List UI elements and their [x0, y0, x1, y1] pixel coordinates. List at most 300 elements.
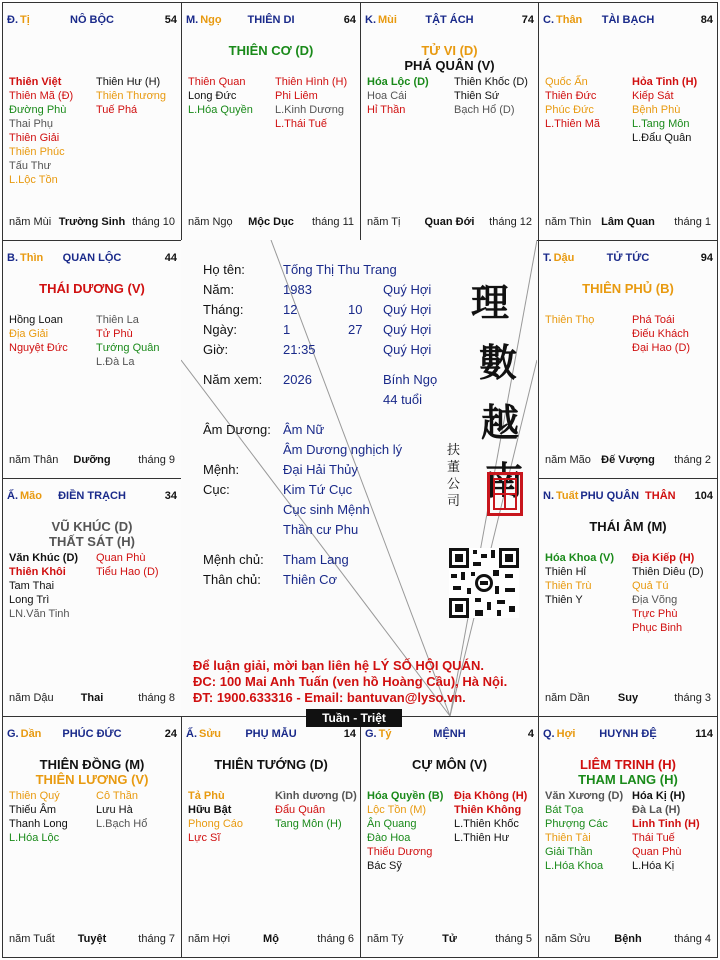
palace-suu — [181, 716, 361, 958]
palace-header — [543, 490, 713, 504]
minor-star: L.Hóa Quyền — [188, 104, 253, 116]
minor-star: Hồng Loan — [9, 314, 63, 326]
minor-stars-right — [96, 313, 160, 369]
label-nam: Năm: — [203, 282, 235, 297]
minor-star: L.Thiên Hư — [454, 832, 510, 844]
calligraphy-char-1: 理 — [471, 280, 510, 325]
minor-star: Hỏa Tinh (H) — [632, 76, 698, 88]
palace-ty — [360, 716, 539, 958]
palace-month: tháng 9 — [138, 454, 175, 466]
minor-star: Lộc Tồn (M) — [367, 804, 427, 816]
label-am-duong: Âm Dương: — [203, 422, 271, 437]
minor-star: Cô Thần — [96, 790, 138, 802]
palace-footer — [188, 216, 354, 230]
minor-star: Địa Giải — [9, 328, 49, 340]
minor-star: Văn Xương (D) — [545, 790, 624, 802]
palace-can: M. — [186, 14, 199, 26]
palace-header — [7, 252, 177, 266]
minor-star: Hoa Cái — [367, 90, 407, 102]
minor-star: Bát Tọa — [545, 804, 584, 816]
palace-stage: Thai — [80, 692, 104, 704]
red-seal-stamp — [487, 472, 523, 516]
palace-age: 34 — [164, 490, 177, 502]
minor-stars-right — [454, 789, 527, 845]
palace-name — [186, 14, 356, 26]
palace-ngo — [181, 2, 361, 241]
minor-star: Tướng Quân — [96, 342, 160, 354]
palace-age: 44 — [164, 252, 177, 264]
palace-month: tháng 5 — [495, 933, 532, 945]
minor-stars-left — [545, 789, 623, 873]
palace-month: tháng 2 — [674, 454, 711, 466]
minor-star: Phi Liêm — [275, 90, 318, 102]
value-am-duong-2: Âm Dương nghịch lý — [283, 442, 403, 457]
minor-stars-right — [96, 789, 147, 831]
minor-star: L.Tang Môn — [632, 118, 690, 130]
minor-stars-right — [275, 75, 347, 131]
palace-stage: Tử — [442, 933, 457, 945]
than-marker: THÂN — [645, 490, 676, 502]
minor-star: Thiếu Âm — [9, 804, 57, 816]
minor-star: Ân Quang — [367, 818, 417, 830]
small-seal-text — [447, 442, 461, 510]
minor-star: Quan Phù — [632, 846, 682, 858]
calligraphy-char-2: 數 — [479, 340, 518, 385]
minor-star: L.Đà La — [96, 356, 135, 368]
minor-star: Lực Sĩ — [188, 832, 221, 844]
palace-month: tháng 12 — [489, 216, 532, 228]
main-star: THÁI ÂM (M) — [589, 519, 667, 534]
value-gio: 21:35 — [283, 342, 316, 357]
palace-month: tháng 1 — [674, 216, 711, 228]
palace-can: K. — [365, 14, 376, 26]
value-cuc-3: Thần cư Phu — [283, 522, 359, 537]
palace-dan — [2, 716, 182, 958]
value-nam-xem: 2026 — [283, 372, 312, 387]
palace-can: Ấ. — [186, 728, 197, 740]
palace-chi: Tuất — [556, 490, 579, 502]
minor-stars-left — [9, 75, 73, 187]
minor-star: Thiên Tài — [545, 832, 591, 844]
palace-age: 114 — [695, 728, 713, 740]
minor-star: Long Đức — [188, 90, 237, 102]
main-star: THIÊN ĐỒNG (M) — [39, 757, 145, 772]
palace-name-text: PHU QUÂN — [580, 490, 640, 502]
minor-stars-right — [632, 313, 690, 355]
minor-star: Thiên Hình (H) — [275, 76, 348, 88]
minor-star: Thiên Không — [454, 804, 522, 816]
palace-name — [7, 252, 177, 264]
minor-star: Tử Phù — [96, 328, 133, 340]
minor-star: Thiên Khôi — [9, 566, 66, 578]
calligraphy-char-3: 越 — [481, 400, 520, 445]
minor-star: Thiên Diêu (D) — [632, 566, 704, 578]
minor-star: Thiên Khốc (D) — [454, 76, 528, 88]
palace-than — [538, 2, 718, 241]
palace-chi: Thìn — [20, 252, 44, 264]
minor-stars-right — [632, 551, 704, 635]
palace-name — [365, 14, 534, 26]
value-ngay-al: 27 — [348, 322, 363, 337]
minor-star: Thiên Hỉ — [545, 566, 586, 578]
palace-name-text: ĐIỀN TRẠCH — [58, 490, 126, 502]
calligraphy-char-4: 南 — [485, 458, 524, 503]
minor-star: L.Đẩu Quân — [632, 132, 692, 144]
minor-star: Hóa Kị (H) — [632, 790, 686, 802]
main-star: THIÊN TƯỚNG (D) — [214, 757, 328, 772]
palace-can: C. — [543, 14, 554, 26]
minor-star: Lưu Hà — [96, 804, 133, 816]
palace-name-text: PHỤ MẪU — [245, 728, 297, 740]
palace-footer — [9, 692, 175, 706]
label-gio: Giờ: — [203, 342, 229, 357]
palace-age: 14 — [343, 728, 356, 740]
minor-star: Điếu Khách — [632, 328, 689, 340]
minor-star: Phúc Đức — [545, 104, 594, 116]
label-ho-ten: Họ tên: — [203, 262, 245, 277]
main-star: PHÁ QUÂN (V) — [404, 58, 495, 73]
palace-name — [7, 728, 177, 740]
palace-month: tháng 8 — [138, 692, 175, 704]
minor-star: Phượng Các — [545, 818, 608, 830]
contact-line-2: ĐC: 100 Mai Anh Tuấn (ven hồ Hoàng Cầu), Hà Nội. — [193, 674, 508, 689]
palace-age: 94 — [700, 252, 713, 264]
minor-stars-left — [367, 789, 443, 873]
minor-star: Trực Phù — [632, 608, 678, 620]
palace-stage: Tuyệt — [77, 933, 107, 945]
tuan-triet-label: Tuần - Triệt — [306, 709, 402, 727]
palace-name — [543, 14, 713, 26]
value-thang-dl: 12 — [283, 302, 298, 317]
value-menh: Đại Hải Thủy — [283, 462, 358, 477]
minor-star: Thai Phụ — [9, 118, 54, 130]
palace-footer — [545, 454, 711, 468]
palace-mui — [360, 2, 539, 241]
palace-stage: Bệnh — [614, 933, 642, 945]
minor-stars-left — [188, 789, 243, 845]
minor-star: Đẩu Quân — [275, 804, 326, 816]
palace-year: năm Tý — [367, 933, 404, 945]
palace-header — [7, 728, 177, 742]
palace-name-text: MỆNH — [433, 728, 466, 740]
palace-name — [365, 728, 534, 740]
minor-star: Phong Cáo — [188, 818, 244, 830]
minor-star: Tuế Phá — [96, 104, 138, 116]
value-ho-ten: Tống Thị Thu Trang — [283, 262, 397, 277]
minor-star: Thiên Quý — [9, 790, 60, 802]
palace-stage: Dưỡng — [73, 454, 111, 466]
palace-age: 84 — [700, 14, 713, 26]
palace-footer — [545, 216, 711, 230]
minor-star: Tấu Thư — [9, 160, 52, 172]
value-tuoi: 44 tuổi — [383, 392, 423, 407]
value-thang-al: 10 — [348, 302, 363, 317]
palace-header — [186, 14, 356, 28]
minor-star: Thiên Thương — [96, 90, 167, 102]
minor-star: L.Kinh Dương — [275, 104, 345, 116]
palace-year: năm Thìn — [545, 216, 592, 228]
palace-stage: Lâm Quan — [601, 216, 655, 228]
palace-stage: Đế Vượng — [601, 454, 655, 466]
palace-year: năm Dần — [545, 692, 590, 704]
palace-chi: Dậu — [553, 252, 575, 264]
palace-age: 64 — [343, 14, 356, 26]
minor-star: L.Hóa Khoa — [545, 860, 604, 872]
minor-star: Kiếp Sát — [632, 90, 674, 102]
label-menh-chu: Mệnh chủ: — [203, 552, 264, 567]
label-than-chu: Thân chủ: — [203, 572, 261, 587]
main-star: LIÊM TRINH (H) — [579, 757, 677, 772]
minor-star: L.Thái Tuế — [275, 118, 327, 130]
palace-name-text: THIÊN DI — [247, 14, 295, 26]
palace-year: năm Hợi — [188, 933, 231, 945]
palace-year: năm Tuất — [9, 933, 55, 945]
palace-name-text: TÀI BẠCH — [601, 14, 655, 26]
palace-tuat — [538, 478, 718, 717]
minor-star: Quốc Ấn — [545, 76, 588, 88]
value-gio-canchi: Quý Hợi — [383, 342, 432, 357]
main-star: VŨ KHÚC (D) — [51, 519, 133, 534]
minor-star: Quả Tú — [632, 580, 669, 592]
palace-name-text: NÔ BỘC — [70, 14, 114, 26]
palace-month: tháng 7 — [138, 933, 175, 945]
minor-stars-left — [9, 789, 68, 845]
minor-star: Thiên La — [96, 314, 139, 326]
palace-name — [543, 490, 713, 502]
palace-year: năm Dậu — [9, 692, 54, 704]
main-star: THÁI DƯƠNG (V) — [39, 281, 145, 296]
palace-name — [7, 490, 177, 502]
main-star: THAM LANG (H) — [578, 772, 678, 787]
palace-month: tháng 3 — [674, 692, 711, 704]
palace-chi: Sửu — [199, 728, 222, 740]
minor-star: Hóa Khoa (V) — [545, 552, 615, 564]
minor-star: Đại Hao (D) — [632, 342, 691, 354]
main-star: THIÊN CƠ (D) — [228, 43, 314, 58]
minor-star: Địa Kiếp (H) — [632, 552, 695, 564]
palace-name-text: QUAN LỘC — [62, 252, 122, 264]
value-cuc: Kim Tứ Cục — [283, 482, 353, 497]
minor-star: Thiên Việt — [9, 76, 62, 88]
minor-star: Kình dương (D) — [275, 790, 357, 802]
palace-stage: Trường Sinh — [58, 216, 126, 228]
palace-age: 104 — [694, 490, 713, 502]
main-star: TỬ VI (D) — [421, 43, 478, 58]
minor-star: Bệnh Phù — [632, 104, 681, 116]
minor-star: Thiên Trù — [545, 580, 592, 592]
minor-stars-right — [632, 789, 700, 873]
minor-star: Thiên Hư (H) — [96, 76, 161, 88]
seal-char-3: 公 — [447, 477, 461, 492]
seal-char-4: 司 — [447, 494, 461, 509]
minor-stars-left — [9, 313, 68, 355]
minor-star: Quan Phù — [96, 552, 146, 564]
palace-stage: Suy — [617, 692, 639, 704]
minor-star: Thiên Y — [545, 594, 583, 606]
palace-dau — [538, 240, 718, 479]
palace-stage: Quan Đới — [424, 216, 475, 228]
minor-star: Hỉ Thần — [367, 104, 406, 116]
minor-star: Văn Khúc (D) — [9, 552, 79, 564]
palace-header — [7, 490, 177, 504]
label-menh: Mệnh: — [203, 462, 240, 477]
minor-stars-right — [275, 789, 357, 831]
palace-footer — [545, 933, 711, 947]
palace-chi: Hợi — [556, 728, 576, 740]
value-thang-canchi: Quý Hợi — [383, 302, 432, 317]
value-menh-chu: Tham Lang — [283, 552, 349, 567]
minor-star: LN.Văn Tinh — [9, 608, 70, 620]
qr-code-icon — [449, 548, 519, 618]
palace-chi: Thân — [556, 14, 583, 26]
minor-star: Thanh Long — [9, 818, 68, 830]
palace-name — [7, 14, 177, 26]
palace-chi: Tý — [378, 728, 392, 740]
palace-chi: Mùi — [378, 14, 397, 26]
contact-line-3: ĐT: 1900.633316 - Email: bantuvan@lyso.vn. — [193, 690, 466, 705]
minor-star: L.Lộc Tồn — [9, 174, 58, 186]
center-info-panel — [181, 240, 537, 716]
minor-star: Phục Binh — [632, 622, 683, 634]
palace-thin — [2, 240, 182, 479]
palace-chi: Mão — [20, 490, 42, 502]
label-ngay: Ngày: — [203, 322, 237, 337]
palace-stage: Mộc Dục — [248, 216, 294, 228]
value-am-duong: Âm Nữ — [283, 422, 325, 437]
palace-mao — [2, 478, 182, 717]
palace-chi: Tị — [20, 14, 30, 26]
label-cuc: Cục: — [203, 482, 230, 497]
palace-month: tháng 6 — [317, 933, 354, 945]
palace-year: năm Ngọ — [188, 216, 233, 228]
palace-hoi — [538, 716, 718, 958]
minor-stars-right — [96, 551, 159, 579]
minor-stars-left — [545, 75, 600, 131]
minor-stars-right — [96, 75, 166, 117]
value-nam-xem-canchi: Bính Ngọ — [383, 372, 438, 387]
palace-can: Q. — [543, 728, 555, 740]
minor-star: Thiên Quan — [188, 76, 246, 88]
minor-star: Linh Tinh (H) — [632, 818, 700, 830]
minor-stars-left — [367, 75, 429, 117]
palace-name-text: TẬT ÁCH — [425, 14, 474, 26]
palace-can: G. — [7, 728, 19, 740]
minor-star: Thiên Đức — [545, 90, 597, 102]
minor-star: Bác Sỹ — [367, 860, 402, 872]
main-star: THIÊN PHỦ (B) — [582, 281, 674, 296]
seal-char-1: 扶 — [447, 443, 461, 458]
minor-star: Hữu Bật — [188, 804, 232, 816]
palace-can: Ấ. — [7, 490, 18, 502]
palace-year: năm Mão — [545, 454, 591, 466]
palace-header — [186, 728, 356, 742]
palace-footer — [9, 216, 175, 230]
palace-header — [365, 14, 534, 28]
main-star: THẤT SÁT (H) — [49, 534, 135, 549]
minor-star: Nguyệt Đức — [9, 342, 68, 354]
minor-star: Thiên Phúc — [9, 146, 65, 158]
palace-footer — [545, 692, 711, 706]
label-nam-xem: Năm xem: — [203, 372, 263, 387]
value-ngay-dl: 1 — [283, 322, 291, 337]
minor-stars-right — [632, 75, 697, 145]
minor-stars-left — [545, 313, 594, 327]
palace-ti — [2, 2, 182, 241]
palace-footer — [9, 933, 175, 947]
palace-footer — [188, 933, 354, 947]
minor-star: Long Trì — [9, 594, 50, 606]
contact-line-1: Để luận giải, mời bạn liên hệ LÝ SỐ HỘI QUÁN. — [193, 658, 484, 673]
minor-stars-left — [188, 75, 253, 117]
palace-can: B. — [7, 252, 18, 264]
palace-stage: Mộ — [263, 933, 279, 945]
value-cuc-2: Cục sinh Mệnh — [283, 502, 370, 517]
main-star: THIÊN LƯƠNG (V) — [35, 772, 149, 787]
palace-age: 24 — [164, 728, 177, 740]
palace-name-text: HUYNH ĐỆ — [599, 728, 657, 740]
minor-stars-left — [9, 551, 78, 621]
palace-can: T. — [543, 252, 552, 264]
minor-star: Phá Toái — [632, 314, 675, 326]
minor-star: L.Thiên Khốc — [454, 818, 519, 830]
minor-star: Tam Thai — [9, 580, 55, 592]
palace-age: 54 — [164, 14, 177, 26]
minor-star: Thiên Mã (Đ) — [9, 90, 74, 102]
palace-age: 74 — [521, 14, 534, 26]
palace-header — [7, 14, 177, 28]
minor-star: Thiếu Dương — [367, 846, 433, 858]
palace-year: năm Sửu — [545, 933, 591, 945]
minor-star: Thiên Sứ — [454, 90, 500, 102]
palace-year: năm Mùi — [9, 216, 52, 228]
minor-star: Thiên Giải — [9, 132, 60, 144]
minor-star: Địa Võng — [632, 594, 678, 606]
minor-star: Thiên Thọ — [545, 314, 595, 326]
palace-month: tháng 4 — [674, 933, 711, 945]
seal-char-2: 董 — [447, 460, 461, 475]
palace-age: 4 — [527, 728, 534, 740]
palace-footer — [367, 933, 532, 947]
palace-name — [543, 252, 713, 264]
value-ngay-canchi: Quý Hợi — [383, 322, 432, 337]
palace-can: G. — [365, 728, 377, 740]
palace-year: năm Tị — [367, 216, 401, 228]
minor-star: Bạch Hổ (D) — [454, 104, 515, 116]
minor-star: L.Bạch Hổ — [96, 818, 148, 830]
minor-star: Hóa Lộc (D) — [367, 76, 429, 88]
palace-chi: Ngọ — [200, 14, 222, 26]
palace-name-text: PHÚC ĐỨC — [62, 728, 122, 740]
minor-star: L.Thiên Mã — [545, 118, 601, 130]
palace-footer — [9, 454, 175, 468]
palace-name — [186, 728, 356, 740]
minor-star: Đà La (H) — [632, 804, 681, 816]
label-thang: Tháng: — [203, 302, 244, 317]
palace-month: tháng 11 — [311, 216, 354, 228]
minor-star: Tiểu Hao (D) — [96, 566, 159, 578]
minor-star: Thái Tuế — [632, 832, 675, 844]
minor-star: Giải Thần — [545, 846, 593, 858]
value-nam: 1983 — [283, 282, 312, 297]
minor-star: Địa Không (H) — [454, 790, 528, 802]
palace-header — [543, 728, 713, 742]
minor-star: Đào Hoa — [367, 832, 411, 844]
palace-name — [543, 728, 713, 740]
minor-star: L.Hóa Kị — [632, 860, 675, 872]
palace-chi: Dần — [20, 728, 42, 740]
palace-can: Đ. — [7, 14, 18, 26]
minor-stars-left — [545, 551, 614, 607]
